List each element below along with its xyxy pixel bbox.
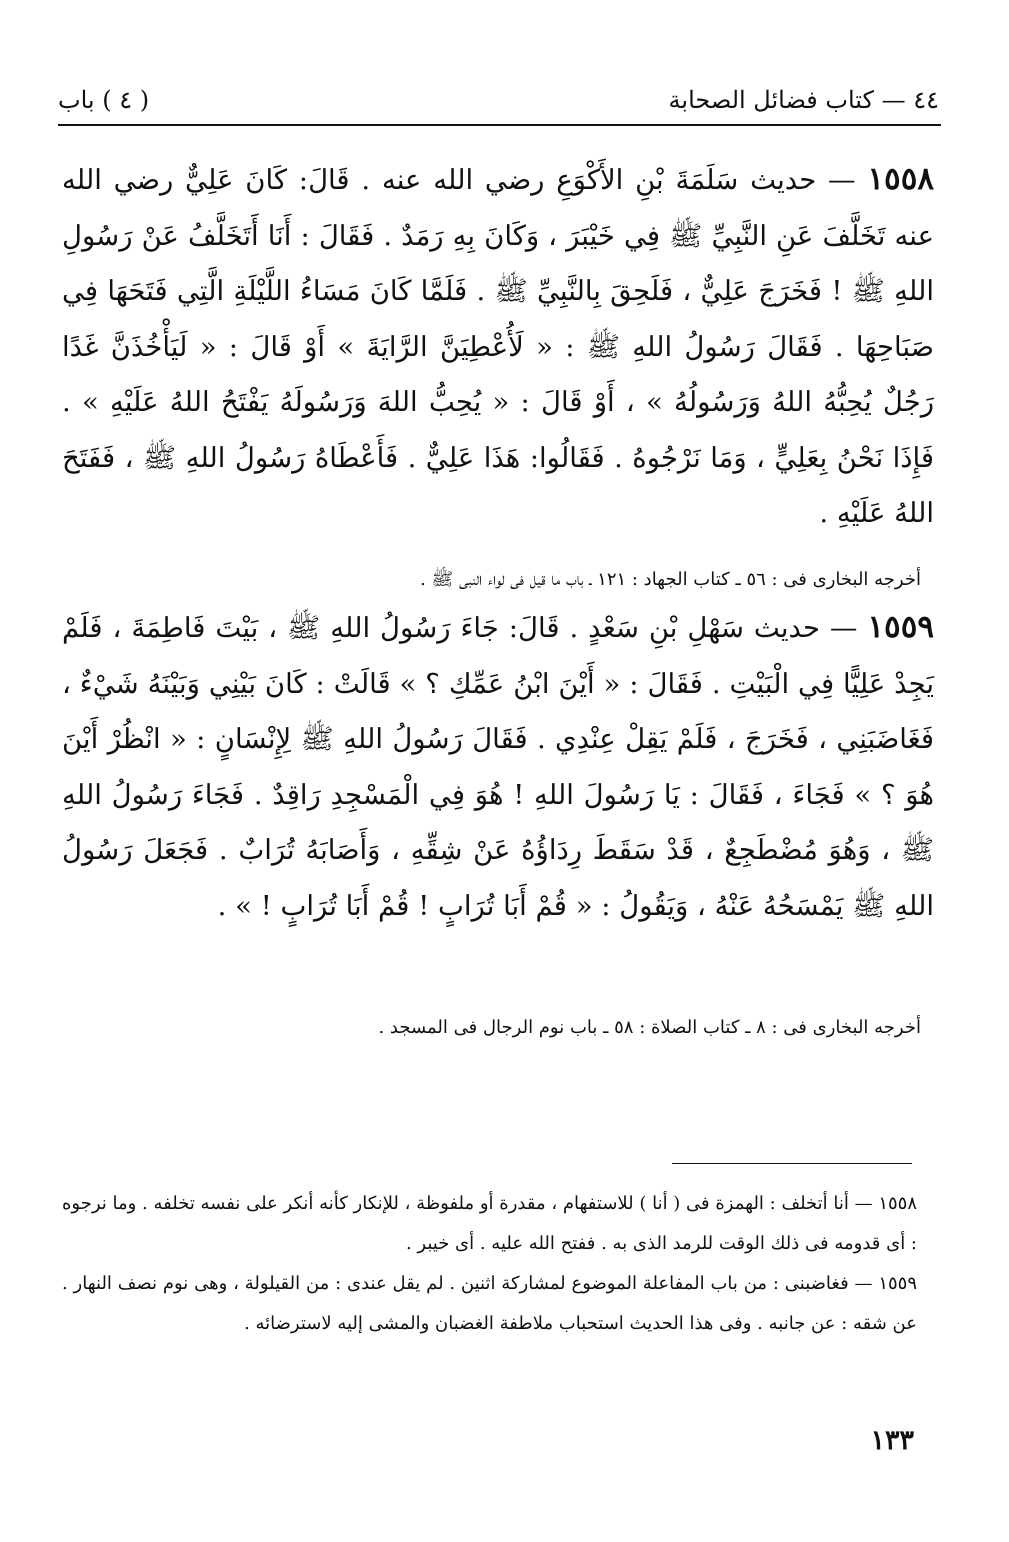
footnotes [62,1184,917,1344]
running-header [58,78,939,122]
hadith-paragraph [62,152,934,542]
header-section: ( ٤ ) باب [58,86,150,114]
hadith-1559 [62,600,934,934]
hadith-1558-source: أخرجه البخارى فى : ٥٦ ـ كتاب الجهاد : ١٢١ ـ باب ما قيل فى لواء النبى ﷺ . [420,569,921,590]
footnote-1558: ١٥٥٨ — أنا أتخلف : الهمزة فى ( أنا ) للاستفهام ، مقدرة أو ملفوظة ، للإنكار كأنه أنكر على نفسه تخلفه . وما نرجوه : أى قدومه فى ذلك الوقت للرمد الذى به . ففتح الله عليه . أى خيبر . [61,1193,917,1254]
hadith-number: ١٥٥٩ [867,609,934,645]
hadith-1558 [62,152,934,542]
hadith-text: — حديث سَلَمَةَ بْنِ الأَكْوَعِ رضي الله عنه . قَالَ: كَانَ عَلِيٌّ رضي الله عنه تَخَلَّفَ عَنِ النَّبِيِّ ﷺ فِي خَيْبَرَ ، وَكَانَ بِهِ رَمَدٌ . فَقَالَ : أَنَا أَتَخَلَّفُ عَنْ رَسُولِ اللهِ ﷺ ! فَخَرَجَ عَلِيٌّ ، فَلَحِقَ بِالنَّبِيِّ ﷺ . فَلَمَّا كَانَ مَسَاءُ اللَّيْلَةِ الَّتِي فَتَحَهَا فِي صَبَاحِهَا . فَقَالَ رَسُولُ اللهِ ﷺ : « لَأُعْطِيَنَّ الرَّايَةَ » أَوْ قَالَ : « لَيَأْخُذَنَّ غَدًا رَجُلٌ يُحِبُّهُ اللهُ وَرَسُولُهُ » ، أَوْ قَالَ : « يُحِبُّ اللهَ وَرَسُولَهُ يَفْتَحُ اللهُ عَلَيْهِ » . فَإِذَا نَحْنُ بِعَلِيٍّ ، وَمَا نَرْجُوهُ . فَقَالُوا: هَذَا عَلِيٌّ . فَأَعْطَاهُ رَسُولُ اللهِ ﷺ ، فَفَتَحَ اللهُ عَلَيْهِ . [62,164,934,529]
hadith-1559-source: أخرجه البخارى فى : ٨ ـ كتاب الصلاة : ٥٨ ـ باب نوم الرجال فى المسجد . [378,1017,921,1038]
hadith-text: — حديث سَهْلِ بْنِ سَعْدٍ . قَالَ: جَاءَ رَسُولُ اللهِ ﷺ ، بَيْتَ فَاطِمَةَ ، فَلَمْ يَجِدْ عَلِيًّا فِي الْبَيْتِ . فَقَالَ : « أَيْنَ ابْنُ عَمِّكِ ؟ » قَالَتْ : كَانَ بَيْنِي وَبَيْنَهُ شَيْءٌ ، فَغَاضَبَنِي ، فَخَرَجَ ، فَلَمْ يَقِلْ عِنْدِي . فَقَالَ رَسُولُ اللهِ ﷺ لِإِنْسَانٍ : « انْظُرْ أَيْنَ هُوَ ؟ » فَجَاءَ ، فَقَالَ : يَا رَسُولَ اللهِ ! هُوَ فِي الْمَسْجِدِ رَاقِدٌ . فَجَاءَ رَسُولُ اللهِ ﷺ ، وَهُوَ مُضْطَجِعٌ ، قَدْ سَقَطَ رِدَاؤُهُ عَنْ شِقِّهِ ، وَأَصَابَهُ تُرَابٌ . فَجَعَلَ رَسُولُ اللهِ ﷺ يَمْسَحُهُ عَنْهُ ، وَيَقُولُ : « قُمْ أَبَا تُرَابٍ ! قُمْ أَبَا تُرَابٍ ! » . [62,612,934,922]
hadith-number: ١٥٥٨ [867,161,934,197]
footnote-rule [672,1163,912,1164]
page-number: ١٣٣ [870,1425,914,1456]
hadith-paragraph [62,600,934,934]
header-rule [58,124,941,126]
header-chapter-title: ٤٤ — كتاب فضائل الصحابة [668,86,939,114]
footnote-1559: ١٥٥٩ — فغاضبنى : من باب المفاعلة الموضوع لمشاركة اثنين . لم يقل عندى : من القيلولة ، وهى نوم نصف النهار . عن شقه : عن جانبه . وفى هذا الحديث استحباب ملاطفة الغضبان والمشى إليه لاسترضائه . [62,1273,917,1334]
